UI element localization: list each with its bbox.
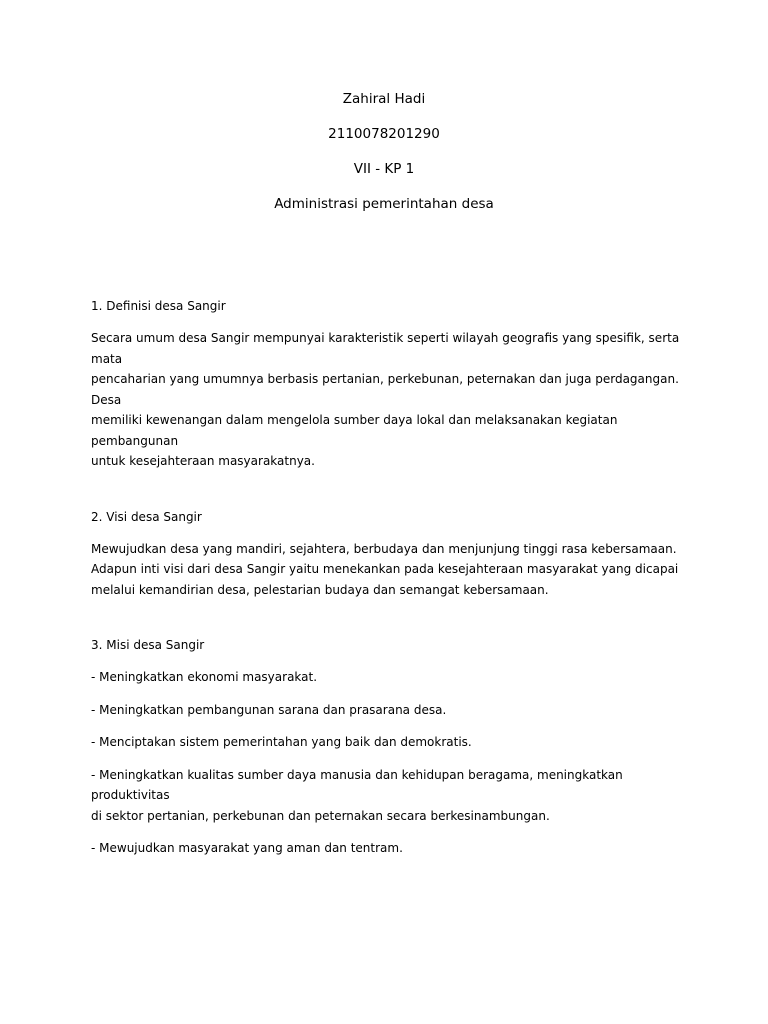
document-body: [91, 297, 691, 871]
paragraph-line: melalui kemandirian desa, pelestarian budaya dan semangat kebersamaan.: [91, 582, 549, 597]
paragraph-line: Mewujudkan desa yang mandiri, sejahtera, berbudaya dan menjunjung tinggi rasa kebersamaan.: [91, 541, 677, 556]
list-item-continuation: di sektor pertanian, perkebunan dan peternakan secara berkesinambungan.: [91, 808, 550, 823]
document-title: Administrasi pemerintahan desa: [274, 196, 494, 212]
list-item: - Meningkatkan kualitas sumber daya manusia dan kehidupan beragama, meningkatkan produktivitas: [91, 767, 623, 802]
paragraph: [91, 539, 691, 601]
student-id: 2110078201290: [328, 126, 440, 142]
section-heading: 2. Visi desa Sangir: [91, 509, 202, 524]
author-name: Zahiral Hadi: [342, 91, 426, 107]
section-mission: [91, 636, 691, 859]
paragraph-line: Adapun inti visi dari desa Sangir yaitu menekankan pada kesejahteraan masyarakat yang dicapai: [91, 562, 679, 576]
section-heading: 1. Definisi desa Sangir: [91, 299, 226, 313]
list-item: - Meningkatkan ekonomi masyarakat.: [91, 670, 318, 684]
paragraph-line: pencaharian yang umumnya berbasis pertanian, perkebunan, peternakan dan juga perdagangan. Desa: [91, 372, 679, 407]
paragraph-line: untuk kesejahteraan masyarakatnya.: [91, 454, 315, 468]
paragraph: [91, 328, 691, 472]
paragraph-line: memiliki kewenangan dalam mengelola sumber daya lokal dan melaksanakan kegiatan pembangunan: [91, 413, 618, 448]
document-header: [0, 90, 768, 230]
section-spacer: [91, 472, 691, 508]
section-definition: [91, 297, 691, 472]
list-item: - Mewujudkan masyarakat yang aman dan tentram.: [91, 841, 403, 855]
section-heading: 3. Misi desa Sangir: [91, 638, 205, 652]
section-vision: [91, 508, 691, 601]
list-item: - Menciptakan sistem pemerintahan yang baik dan demokratis.: [91, 735, 472, 749]
section-spacer: [91, 600, 691, 636]
list-item: - Meningkatkan pembangunan sarana dan prasarana desa.: [91, 702, 447, 717]
class-label: VII - KP 1: [353, 161, 415, 177]
paragraph-line: Secara umum desa Sangir mempunyai karakteristik seperti wilayah geografis yang spesifik, serta mata: [91, 331, 680, 366]
